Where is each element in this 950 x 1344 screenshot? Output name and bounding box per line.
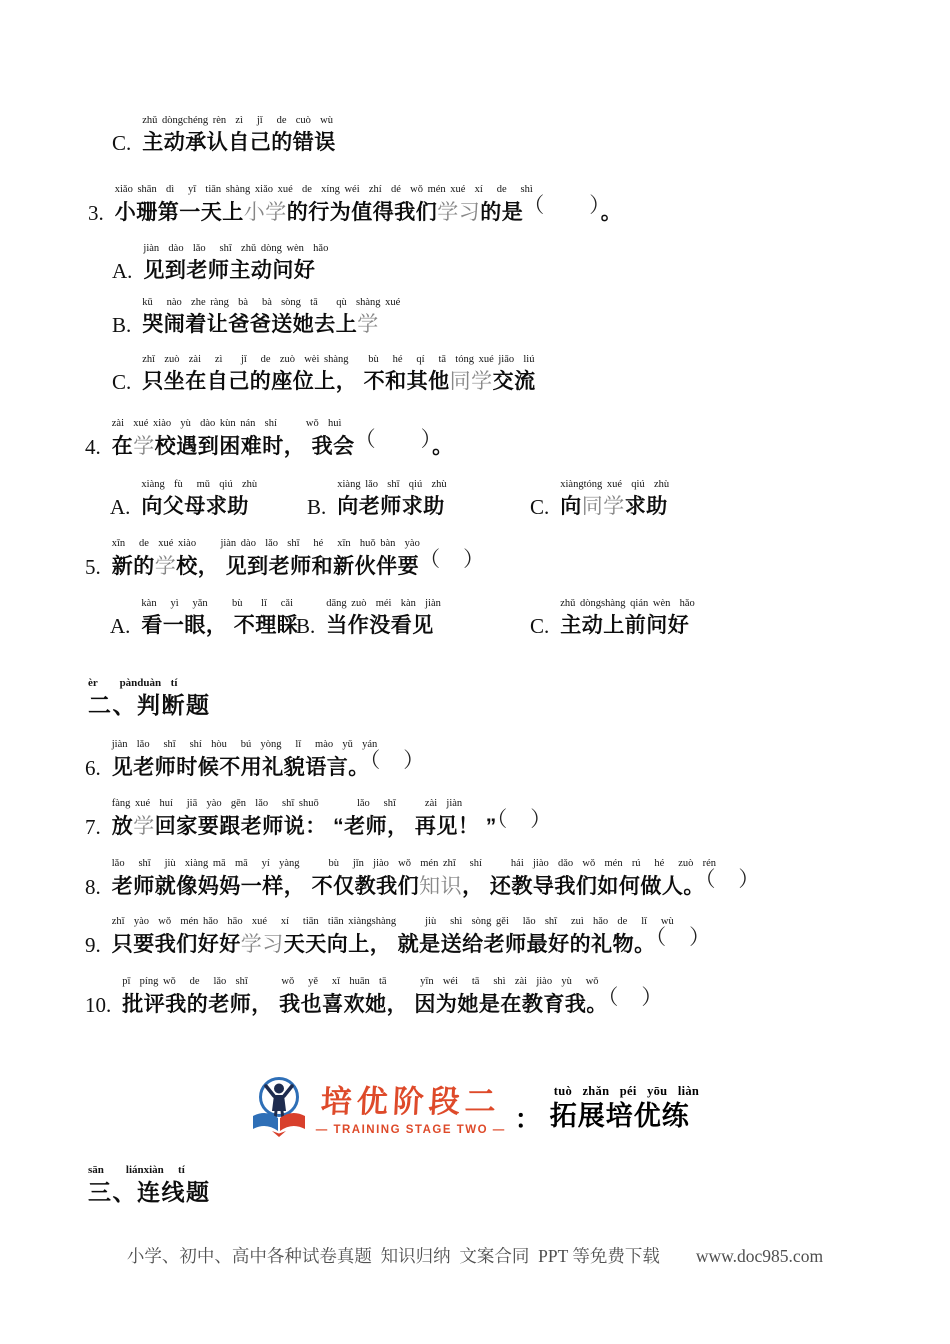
- chinese-text: [143, 256, 328, 286]
- option-4b-label: B.: [307, 495, 327, 519]
- text-segment: 知识: [419, 875, 463, 898]
- text-segment: 小学: [243, 201, 287, 224]
- text-segment: 只要我们好好: [111, 933, 241, 956]
- option-3a-label: A.: [112, 259, 133, 283]
- banner-colon: ：: [514, 1104, 541, 1134]
- chinese-text: [111, 748, 426, 783]
- chinese-text: [111, 427, 454, 462]
- text-segment: 同学: [449, 370, 493, 393]
- pinyin-annotation: xiǎo shān dì yī tiān shàng xiǎo xué de xíng wéi zhí dé wǒ mén xué xí de shì: [114, 184, 533, 195]
- question-3-label: 3.: [88, 201, 104, 225]
- pinyin-annotation: jiàn lǎo shī shí hòu bú yòng lǐ mào yǔ yán: [111, 739, 378, 750]
- text-segment: 向: [560, 495, 582, 518]
- chinese-text: [122, 985, 664, 1020]
- option-5c: [530, 597, 695, 641]
- annotated-text: [88, 676, 211, 720]
- chinese-text: [141, 492, 257, 522]
- annotated-text: [112, 915, 711, 960]
- question-7-label: 7.: [85, 815, 101, 839]
- option-5a: [110, 597, 298, 641]
- option-3c-label: C.: [112, 370, 132, 394]
- text-segment: 的行为值得我们: [286, 201, 438, 224]
- answer-blank: （ ）: [607, 985, 664, 1009]
- question-4-label: 4.: [85, 435, 101, 459]
- pinyin-annotation: xīn de xué xiào jiàn dào lǎo shī hé xīn huǒ bàn yào: [111, 538, 420, 549]
- text-segment: ， 还教导我们如何做人。: [462, 875, 705, 898]
- text-segment: 学习: [240, 933, 284, 956]
- text-segment: 批评我的老师， 我也喜欢她， 因为她是在教育我。: [122, 993, 608, 1016]
- text-segment: 。: [432, 435, 454, 458]
- option-4c: [530, 478, 669, 522]
- annotated-text: [142, 296, 400, 340]
- question-6-label: 6.: [85, 756, 101, 780]
- text-segment: 学: [154, 555, 177, 578]
- annotated-text: [560, 478, 669, 522]
- chinese-text: [88, 1177, 211, 1207]
- chinese-text: [142, 367, 535, 397]
- question-9-label: 9.: [85, 933, 101, 957]
- chinese-text: [326, 611, 441, 641]
- text-segment: 小珊第一天上: [114, 201, 244, 224]
- section-3-header: [88, 1163, 211, 1207]
- pinyin-annotation: kàn yì yǎn bù lǐ cǎi: [141, 598, 293, 609]
- question-8-label: 8.: [85, 875, 101, 899]
- question-10-label: 10.: [85, 993, 112, 1017]
- text-segment: 只坐在自己的座位上， 不和其他: [142, 370, 450, 393]
- text-segment: 学: [133, 815, 155, 838]
- pinyin-annotation: zài xué xiào yù dào kùn nán shí wǒ huì: [111, 418, 342, 429]
- option-5a-label: A.: [110, 614, 131, 638]
- option-5c-label: C.: [530, 614, 550, 638]
- pinyin-annotation: zhǔ dòngchéng rèn zì jǐ de cuò wù: [142, 115, 333, 126]
- answer-blank: （ ）: [655, 925, 712, 949]
- annotated-text: [143, 242, 328, 286]
- text-segment: 主动上前问好: [560, 614, 690, 637]
- banner-title: 拓展培优练: [549, 1100, 690, 1131]
- option-3b-label: B.: [112, 313, 132, 337]
- pinyin-annotation: lǎo shī jiù xiàng mā mā yí yàng bù jǐn jiào wǒ mén zhī shí hái jiào dǎo wǒ mén rú hé zuò rén: [111, 858, 717, 869]
- chinese-text: [114, 193, 623, 228]
- chinese-text: [560, 492, 669, 522]
- section-2-header: [88, 676, 211, 720]
- question-4: [85, 417, 454, 462]
- brand-block: [316, 1076, 506, 1136]
- footer-description: 小学、初中、高中各种试卷真题 知识归纳 文案合同 PPT 等免费下载: [126, 1246, 660, 1266]
- text-segment: 老师就像妈妈一样， 不仅教我们: [111, 875, 420, 898]
- text-segment: 交流: [492, 370, 536, 393]
- answer-blank: （ ）: [704, 867, 761, 891]
- option-3a: [112, 242, 328, 286]
- option-3b: [112, 296, 400, 340]
- text-segment: 在: [111, 435, 134, 458]
- chinese-text: [142, 310, 400, 340]
- text-segment: 向父母求助: [141, 495, 249, 518]
- question-6: [85, 738, 425, 783]
- text-segment: 学习: [437, 201, 481, 224]
- annotated-text: [122, 975, 663, 1020]
- option-4a: [110, 478, 257, 522]
- annotated-text: [142, 353, 535, 397]
- text-segment: 见老师时候不用礼貌语言。: [111, 756, 370, 779]
- pinyin-annotation: zhǐ zuò zài zì jǐ de zuò wèi shàng bù hé qí tā tóng xué jiāo liú: [142, 354, 535, 365]
- chinese-text: [111, 925, 712, 960]
- text-segment: 求助: [624, 495, 668, 518]
- text-segment: 向老师求助: [337, 495, 445, 518]
- text-segment: 见到老师主动问好: [143, 259, 316, 282]
- pinyin-annotation: sān liánxiàn tí: [88, 1164, 185, 1176]
- pinyin-annotation: zhǐ yào wǒ mén hǎo hāo xué xí tiān tiān xiàngshàng jiù shì sòng gěi lǎo shī zuì hǎo de lǐ wù: [111, 916, 674, 927]
- annotated-text: [115, 183, 623, 228]
- question-5: [85, 537, 485, 582]
- annotated-text: [112, 417, 454, 462]
- chinese-text: [560, 611, 695, 641]
- text-segment: 三、连线题: [88, 1179, 211, 1205]
- text-segment: 同学: [581, 495, 625, 518]
- banner-title-block: [550, 1080, 699, 1133]
- text-segment: 。: [600, 201, 623, 224]
- chinese-text: [111, 807, 553, 842]
- option-5b-label: B.: [296, 614, 316, 638]
- pinyin-annotation: kū nào zhe ràng bà bà sòng tā qù shàng xué: [142, 297, 401, 308]
- text-segment: 的是: [480, 201, 524, 224]
- option-2c: [112, 114, 336, 158]
- chinese-text: [141, 611, 298, 641]
- pinyin-annotation: pī píng wǒ de lǎo shī wǒ yě xǐ huān tā yīn wéi tā shì zài jiào yù wǒ: [122, 976, 599, 987]
- option-3c: [112, 353, 536, 397]
- text-segment: 学: [133, 435, 155, 458]
- annotated-text: [560, 597, 695, 641]
- answer-blank: （ ）: [354, 427, 433, 451]
- text-segment: 哭闹着让爸爸送她去上: [142, 313, 358, 336]
- text-segment: 二、判断题: [88, 692, 211, 718]
- question-8: [85, 857, 760, 902]
- pinyin-annotation: fàng xué huí jiā yào gēn lǎo shī shuō lǎo shī zài jiàn: [111, 798, 463, 809]
- option-4c-label: C.: [530, 495, 550, 519]
- answer-blank: （ ）: [419, 547, 486, 571]
- option-2c-label: C.: [112, 131, 132, 155]
- pinyin-annotation: èr pànduàn tí: [88, 677, 178, 689]
- annotated-text: [112, 857, 761, 902]
- chinese-text: [142, 128, 336, 158]
- annotated-text: [88, 1163, 211, 1207]
- pinyin-annotation: xiàng lǎo shī qiú zhù: [337, 479, 447, 490]
- training-stage-banner: [0, 1062, 950, 1150]
- pinyin-annotation: xiàngtóng xué qiú zhù: [560, 479, 670, 490]
- text-segment: 放: [111, 815, 134, 838]
- annotated-text: [326, 597, 441, 641]
- option-5b: [296, 597, 441, 641]
- question-10: [85, 975, 663, 1020]
- pinyin-annotation: jiàn dào lǎo shī zhǔ dòng wèn hǎo: [143, 243, 329, 254]
- annotated-text: [337, 478, 446, 522]
- text-segment: 看一眼， 不理睬: [141, 614, 299, 637]
- chinese-text: [111, 547, 486, 582]
- question-9: [85, 915, 711, 960]
- brand-tagline: — TRAINING STAGE TWO —: [315, 1124, 506, 1136]
- pinyin-annotation: xiàng fù mǔ qiú zhù: [141, 479, 258, 490]
- question-7: [85, 797, 552, 842]
- answer-blank: （ ）: [523, 193, 601, 217]
- student-book-logo-icon: [251, 1074, 307, 1138]
- text-segment: 校遇到困难时， 我会: [154, 435, 355, 458]
- option-4b: [307, 478, 447, 522]
- brand-name: 培优阶段二: [319, 1084, 502, 1119]
- text-segment: 校， 见到老师和新伙伴要: [176, 555, 420, 578]
- annotated-text: [112, 797, 553, 842]
- answer-blank: （ ）: [369, 748, 426, 772]
- banner-title-pinyin: tuò zhǎn péi yōu liàn: [553, 1083, 700, 1098]
- answer-blank: （ ）: [496, 807, 553, 831]
- text-segment: 当作没看见: [326, 614, 434, 637]
- text-segment: 新的: [111, 555, 155, 578]
- pinyin-annotation: dāng zuò méi kàn jiàn: [326, 598, 441, 609]
- question-3: [88, 183, 622, 228]
- option-4a-label: A.: [110, 495, 131, 519]
- chinese-text: [337, 492, 446, 522]
- chinese-text: [111, 867, 761, 902]
- pinyin-annotation: zhǔ dòngshàng qián wèn hǎo: [560, 598, 695, 609]
- annotated-text: [141, 478, 257, 522]
- page-footer: [0, 1243, 950, 1268]
- text-segment: 回家要跟老师说： “老师， 再见！ ”: [154, 815, 497, 838]
- text-segment: 天天向上， 就是送给老师最好的礼物。: [283, 933, 656, 956]
- annotated-text: [141, 597, 298, 641]
- annotated-text: [142, 114, 336, 158]
- annotated-text: [112, 738, 426, 783]
- annotated-text: [112, 537, 485, 582]
- footer-site-text: www.doc985.com: [695, 1246, 824, 1266]
- text-segment: 主动承认自己的错误: [142, 131, 336, 154]
- question-5-label: 5.: [85, 555, 101, 579]
- text-segment: 学: [357, 313, 379, 336]
- chinese-text: [88, 690, 211, 720]
